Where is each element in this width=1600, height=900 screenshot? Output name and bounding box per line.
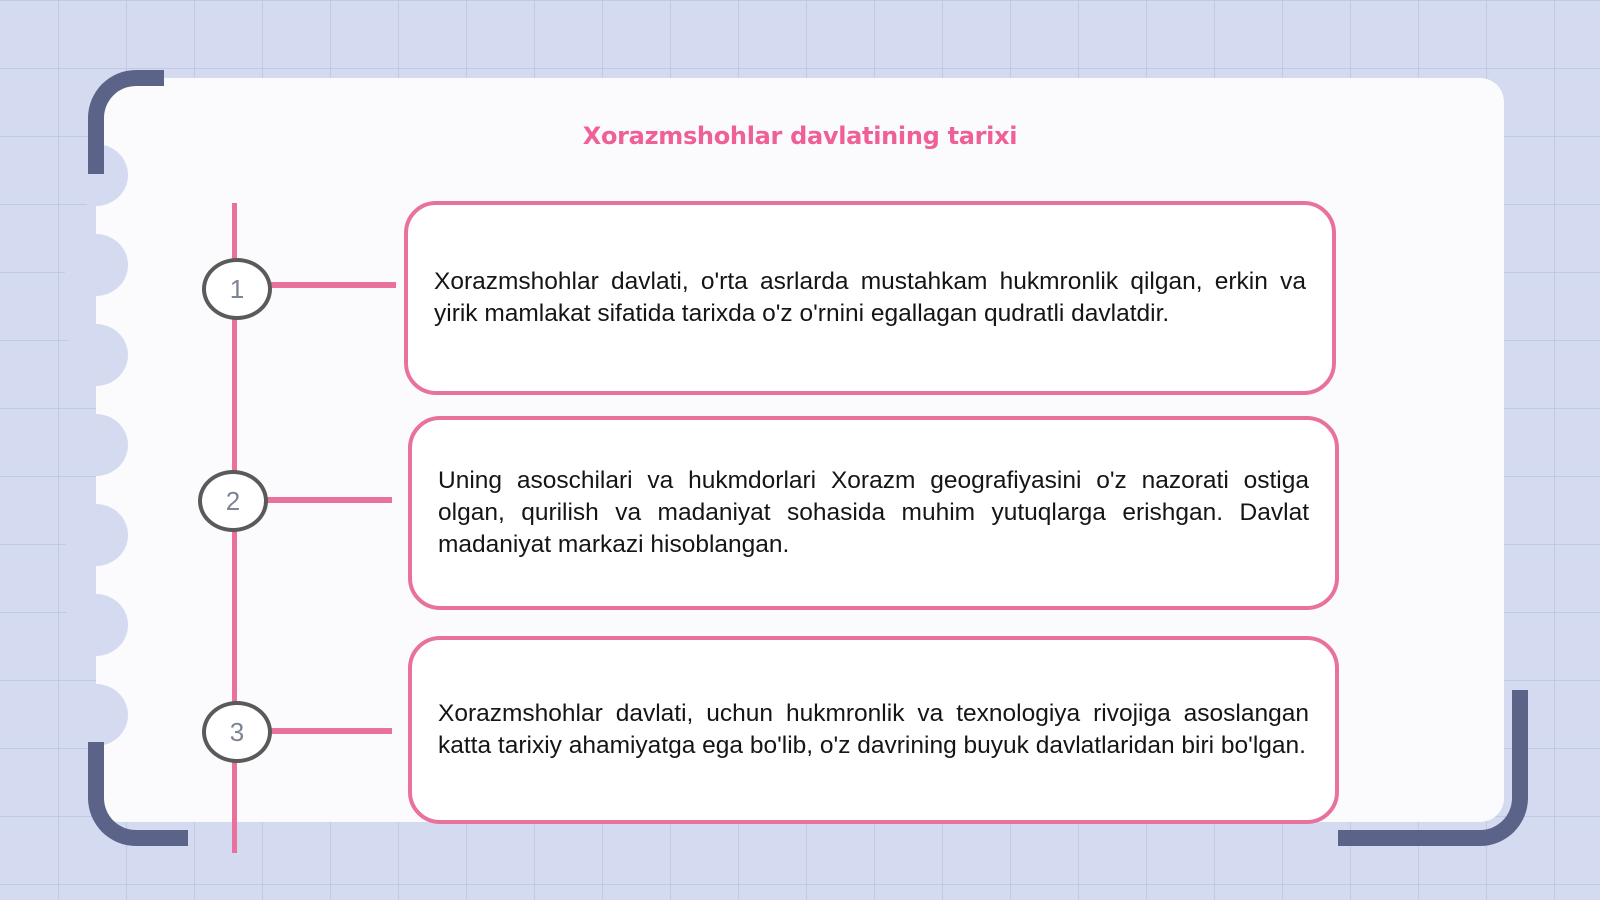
timeline-number-3: 3 [202, 701, 272, 763]
timeline-number-2: 2 [198, 470, 268, 532]
timeline-number-1: 1 [202, 258, 272, 320]
paper-scallop [64, 594, 128, 656]
corner-bracket-bottom-left [88, 742, 188, 846]
timeline-card-3 [408, 636, 1339, 824]
corner-bracket-bottom-right [1338, 690, 1528, 846]
paper-scallop [64, 684, 128, 746]
corner-bracket-top-left [88, 70, 164, 174]
timeline-card-1 [404, 201, 1336, 395]
paper-scallop [64, 504, 128, 566]
timeline-connector [266, 728, 392, 734]
paper-scallop [64, 234, 128, 296]
paper-scallop [64, 324, 128, 386]
timeline-card-2 [408, 416, 1339, 610]
timeline-connector [266, 282, 396, 288]
timeline-card-text: Xorazmshohlar davlati, o'rta asrlarda mustahkam hukmronlik qilgan, erkin va yirik mamlakat sifatida tarixda o'z o'rnini egallagan qudratli davlatdir. [434, 268, 1306, 327]
paper-scallop [64, 414, 128, 476]
slide-title: Xorazmshohlar davlatining tarixi [582, 122, 1018, 150]
timeline-card-text: Xorazmshohlar davlati, uchun hukmronlik va texnologiya rivojiga asoslangan katta tarixiy ahamiyatga ega bo'lib, o'z davrining buyuk davlatlaridan biri bo'lgan. [438, 700, 1309, 759]
timeline-card-text: Uning asoschilari va hukmdorlari Xorazm geografiyasini o'z nazorati ostiga olgan, qurilish va madaniyat sohasida muhim yutuqlarga erishgan. Davlat madaniyat markazi hisoblangan. [438, 467, 1309, 558]
timeline-connector [262, 497, 392, 503]
